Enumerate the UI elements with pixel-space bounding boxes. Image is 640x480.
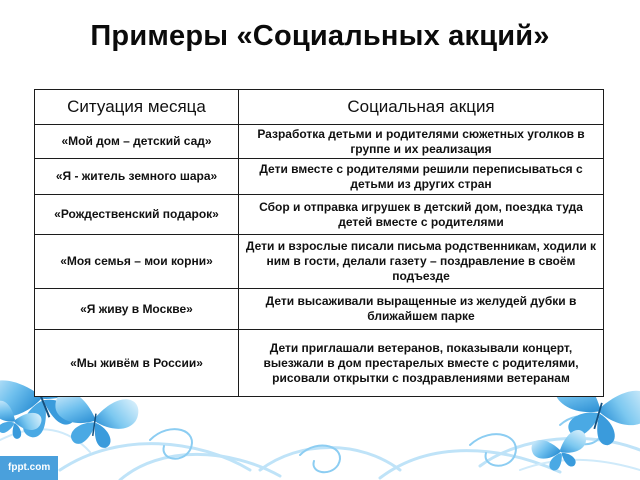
situation-cell: «Я - житель земного шара»	[35, 159, 239, 195]
situation-cell: «Рождественский подарок»	[35, 195, 239, 235]
table-header-row	[35, 90, 604, 125]
table-row	[35, 195, 604, 235]
slide-title: Примеры «Социальных акций»	[90, 20, 550, 52]
action-cell: Дети приглашали ветеранов, показывали концерт, выезжали в дом престарелых вместе с родителями, рисовали открытки с поздравлениями ветеранам	[239, 330, 604, 397]
header-situation: Ситуация месяца	[35, 90, 239, 125]
action-cell: Разработка детьми и родителями сюжетных уголков в группе и их реализация	[239, 125, 604, 159]
situation-cell: «Я живу в Москве»	[35, 289, 239, 330]
social-actions-table	[34, 89, 604, 397]
action-cell: Дети и взрослые писали письма родственникам, ходили к ним в гости, делали газету – поздравление в своём подъезде	[239, 235, 604, 289]
situation-cell: «Мы живём в России»	[35, 330, 239, 397]
table-row	[35, 289, 604, 330]
table-row	[35, 235, 604, 289]
butterfly-icon	[530, 429, 591, 474]
table-row	[35, 330, 604, 397]
situation-cell: «Мой дом – детский сад»	[35, 125, 239, 159]
table-row	[35, 159, 604, 195]
header-action: Социальная акция	[239, 90, 604, 125]
action-cell: Сбор и отправка игрушек в детский дом, поездка туда детей вместе с родителями	[239, 195, 604, 235]
action-cell: Дети вместе с родителями решили переписываться с детьми из других стран	[239, 159, 604, 195]
table-row	[35, 125, 604, 159]
footer-logo: fppt.com	[8, 462, 51, 473]
action-cell: Дети высаживали выращенные из желудей дубки в ближайшем парке	[239, 289, 604, 330]
situation-cell: «Моя семья – мои корни»	[35, 235, 239, 289]
